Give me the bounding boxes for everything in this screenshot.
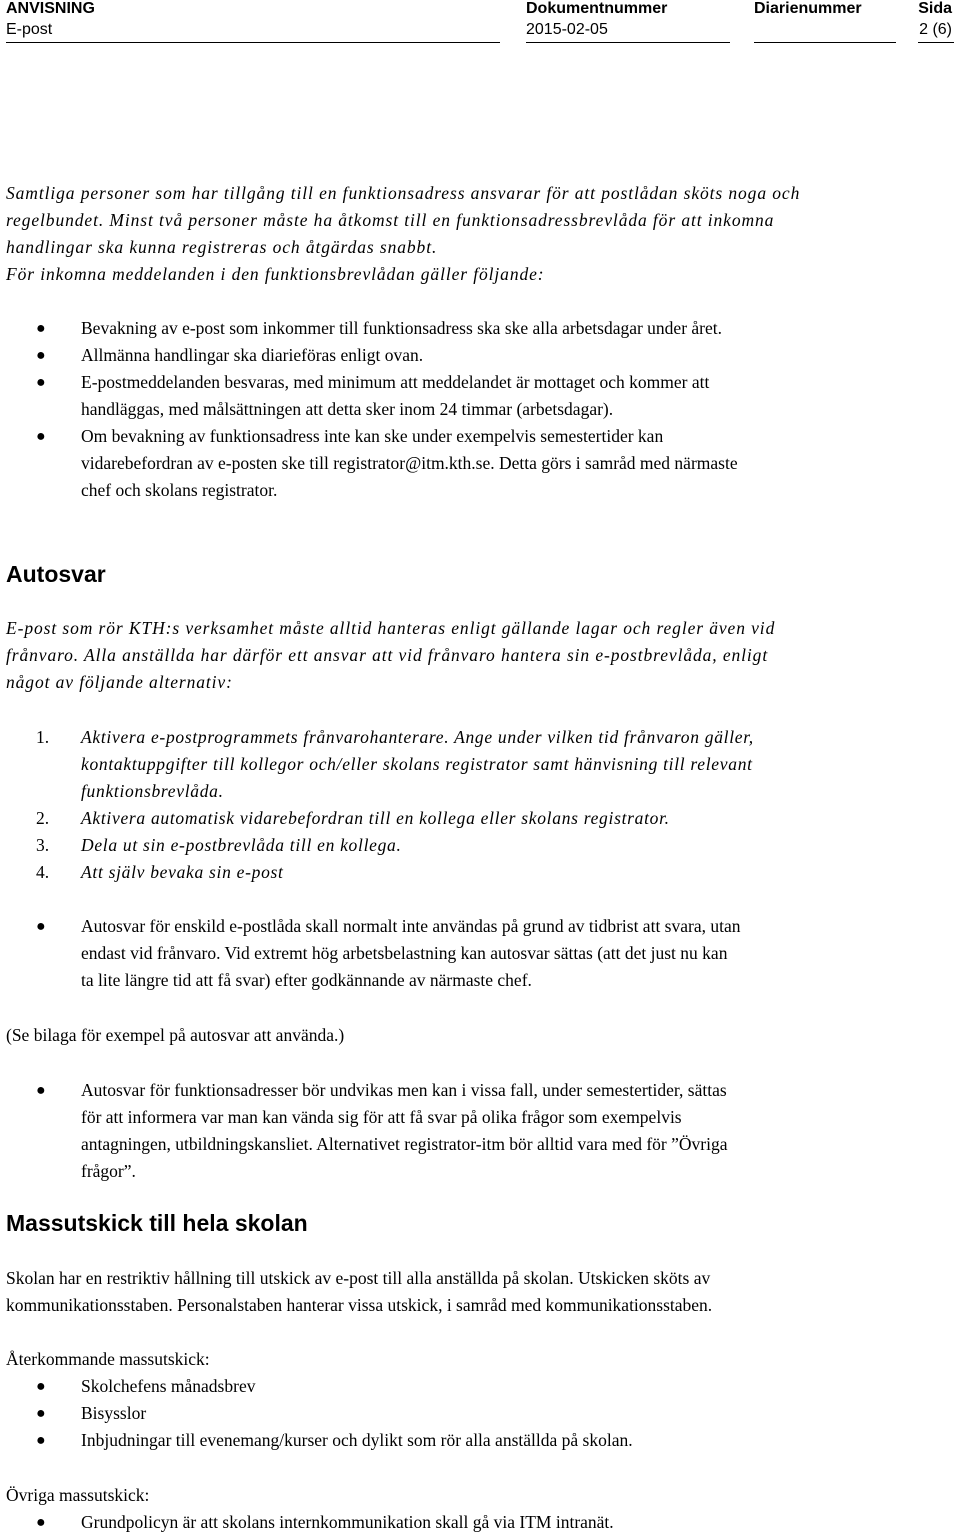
text-line: Samtliga personer som har tillgång till en funktionsadress ansvarar för att postlådan sköts noga och: [6, 183, 801, 203]
text-line: Aktivera e-postprogrammets frånvarohanterare. Ange under vilken tid frånvaron gäller,: [81, 727, 754, 747]
header-rule: [6, 42, 500, 43]
bullet-dot-icon: ●: [36, 1405, 46, 1422]
text-line: handläggas, med målsättningen att detta sker inom 24 timmar (arbetsdagar).: [81, 399, 614, 419]
text-line: kommunikationsstaben. Personalstaben hanterar vissa utskick, i samråd med kommunikationsstaben.: [6, 1295, 713, 1315]
text-line: Bisysslor: [81, 1403, 147, 1423]
intro-paragraph: [6, 180, 954, 288]
text-line: Aktivera automatisk vidarebefordran till en kollega eller skolans registrator.: [81, 808, 670, 828]
doc-number-value: 2015-02-05: [526, 21, 608, 38]
header-rule: [526, 42, 730, 43]
list-item: [6, 913, 954, 994]
list-item: [6, 1400, 954, 1427]
bullet-dot-icon: ●: [36, 428, 46, 445]
list-number: 4.: [36, 862, 50, 882]
list-number: 1.: [36, 727, 50, 747]
text-line: Om bevakning av funktionsadress inte kan ske under exempelvis semestertider kan: [81, 426, 664, 446]
bullet-dot-icon: ●: [36, 1514, 46, 1531]
autosvar-numbered-list: [6, 724, 954, 886]
list-number: 2.: [36, 808, 50, 828]
doc-type-label: ANVISNING: [6, 0, 95, 17]
text-line: Dela ut sin e-postbrevlåda till en kollega.: [81, 835, 402, 855]
section-heading-massutskick: Massutskick till hela skolan: [6, 1210, 308, 1236]
bullet-dot-icon: ●: [36, 1432, 46, 1449]
text-line: chef och skolans registrator.: [81, 480, 278, 500]
doc-type-value: E-post: [6, 21, 53, 38]
text-line: antagningen, utbildningskansliet. Alternativet registrator-itm bör alltid vara med för ”Övriga: [81, 1134, 728, 1154]
text-line: handlingar ska kunna registreras och åtgärdas snabbt.: [6, 237, 438, 257]
other-label: Övriga massutskick:: [6, 1485, 150, 1505]
list-item: [6, 315, 954, 342]
autosvar-bullet-list-2: [6, 1077, 954, 1185]
doc-number-label: Dokumentnummer: [526, 0, 668, 17]
text-line: Inbjudningar till evenemang/kurser och dylikt som rör alla anställda på skolan.: [81, 1430, 633, 1450]
list-item: [6, 423, 954, 504]
list-item: [6, 859, 954, 886]
bullet-dot-icon: ●: [36, 918, 46, 935]
list-item: [6, 805, 954, 832]
list-item: [6, 832, 954, 859]
document-header: [0, 0, 960, 48]
list-item: [6, 1509, 954, 1536]
section-heading-autosvar: Autosvar: [6, 561, 106, 587]
list-item: [6, 1427, 954, 1454]
massutskick-paragraph: [6, 1265, 954, 1319]
text-line: Bevakning av e-post som inkommer till funktionsadress ska ske alla arbetsdagar under året.: [81, 318, 723, 338]
list-item: [6, 369, 954, 423]
text-line: E-post som rör KTH:s verksamhet måste alltid hanteras enligt gällande lagar och regler även vid: [6, 618, 776, 638]
recurring-list: [6, 1373, 954, 1454]
text-line: Skolan har en restriktiv hållning till utskick av e-post till alla anställda på skolan. Utskicken sköts av: [6, 1268, 711, 1288]
text-line: för att informera var man kan vända sig för att få svar på olika frågor som exempelvis: [81, 1107, 682, 1127]
intro-bullet-list: [6, 315, 954, 504]
list-item: [6, 342, 954, 369]
bullet-dot-icon: ●: [36, 1378, 46, 1395]
header-rule: [754, 42, 896, 43]
text-line: regelbundet. Minst två personer måste ha åtkomst till en funktionsadressbrevlåda för att inkomna: [6, 210, 775, 230]
text-line: frågor”.: [81, 1161, 136, 1181]
text-line: ta lite längre tid att få svar) efter godkännande av närmaste chef.: [81, 970, 532, 990]
autosvar-paragraph: [6, 615, 954, 696]
text-line: Grundpolicyn är att skolans internkommunikation skall gå via ITM intranät.: [81, 1512, 614, 1532]
list-number: 3.: [36, 835, 50, 855]
bullet-dot-icon: ●: [36, 1082, 46, 1099]
page-label: Sida: [918, 0, 952, 17]
text-line: E-postmeddelanden besvaras, med minimum att meddelandet är mottaget och kommer att: [81, 372, 710, 392]
other-list: [6, 1509, 954, 1536]
autosvar-bullet-list: [6, 913, 954, 994]
text-line: Att själv bevaka sin e-post: [81, 862, 284, 882]
text-line: vidarebefordran av e-posten ske till registrator@itm.kth.se. Detta görs i samråd med närmaste: [81, 453, 738, 473]
list-item: [6, 724, 954, 805]
text-line: funktionsbrevlåda.: [81, 781, 224, 801]
text-line: kontaktuppgifter till kollegor och/eller skolans registrator samt hänvisning till relevant: [81, 754, 753, 774]
text-line: Autosvar för enskild e-postlåda skall normalt inte användas på grund av tidbrist att svara, utan: [81, 916, 741, 936]
autosvar-note: (Se bilaga för exempel på autosvar att använda.): [6, 1025, 345, 1045]
reg-number-label: Diarienummer: [754, 0, 862, 17]
bullet-dot-icon: ●: [36, 320, 46, 337]
text-line: frånvaro. Alla anställda har därför ett ansvar att vid frånvaro hantera sin e-postbrevlåda, enligt: [6, 645, 769, 665]
list-item: [6, 1373, 954, 1400]
text-line: något av följande alternativ:: [6, 672, 233, 692]
bullet-dot-icon: ●: [36, 347, 46, 364]
header-rule: [918, 42, 954, 43]
text-line: Allmänna handlingar ska diarieföras enligt ovan.: [81, 345, 424, 365]
text-line: endast vid frånvaro. Vid extremt hög arbetsbelastning kan autosvar sättas (att det just nu kan: [81, 943, 728, 963]
text-line: Skolchefens månadsbrev: [81, 1376, 256, 1396]
recurring-label: Återkommande massutskick:: [6, 1349, 210, 1369]
list-item: [6, 1077, 954, 1185]
text-line: Autosvar för funktionsadresser bör undvikas men kan i vissa fall, under semestertider, sättas: [81, 1080, 727, 1100]
bullet-dot-icon: ●: [36, 374, 46, 391]
page-value: 2 (6): [919, 21, 952, 38]
text-line: För inkomna meddelanden i den funktionsbrevlådan gäller följande:: [6, 264, 545, 284]
